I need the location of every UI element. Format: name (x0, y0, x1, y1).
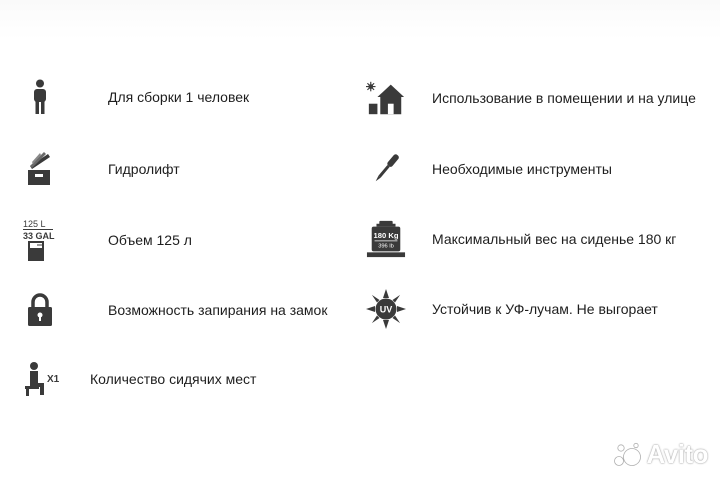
weight-lb-text: 396 lb (378, 243, 394, 250)
person-icon (20, 75, 60, 119)
feature-label-indoor-outdoor: Использование в помещении и на улице (432, 90, 696, 106)
feature-tools (366, 147, 612, 191)
feature-label-volume: Объем 125 л (108, 232, 192, 248)
feature-lockable (20, 288, 327, 332)
feature-label-uv-resistant: Устойчив к УФ-лучам. Не выгорает (432, 301, 658, 317)
feature-max-weight (366, 217, 676, 261)
feature-label-assembly: Для сборки 1 человек (108, 89, 250, 105)
feature-label-lockable: Возможность запирания на замок (108, 302, 328, 318)
avito-logo-icon (612, 442, 642, 468)
seated-person-icon (20, 357, 62, 401)
feature-assembly (20, 75, 249, 119)
uv-text: UV (379, 304, 393, 315)
feature-label-seating: Количество сидячих мест (90, 371, 257, 387)
watermark-text: Avito (646, 439, 708, 469)
feature-uv-resistant (366, 287, 658, 331)
seat-count-text: X1 (47, 374, 60, 385)
hydraulic-lift-icon (20, 147, 60, 191)
weight-kg-text: 180 Kg (373, 231, 399, 241)
uv-sun-icon (366, 287, 406, 331)
feature-volume (20, 218, 192, 262)
feature-label-tools: Необходимые инструменты (432, 161, 612, 177)
house-sun-icon (366, 76, 406, 120)
feature-indoor-outdoor (366, 76, 696, 120)
screwdriver-icon (366, 147, 406, 191)
feature-label-max-weight: Максимальный вес на сиденье 180 кг (432, 231, 677, 247)
padlock-icon (20, 288, 60, 332)
avito-watermark (612, 439, 708, 470)
volume-gallons-text: 33 GAL (23, 231, 55, 241)
weight-icon (366, 217, 406, 261)
volume-icon (20, 218, 60, 262)
feature-hydraulic-lift (20, 147, 180, 191)
volume-litres-text: 125 L (23, 219, 46, 229)
feature-seating (20, 357, 256, 401)
feature-label-hydraulic-lift: Гидролифт (108, 161, 180, 177)
